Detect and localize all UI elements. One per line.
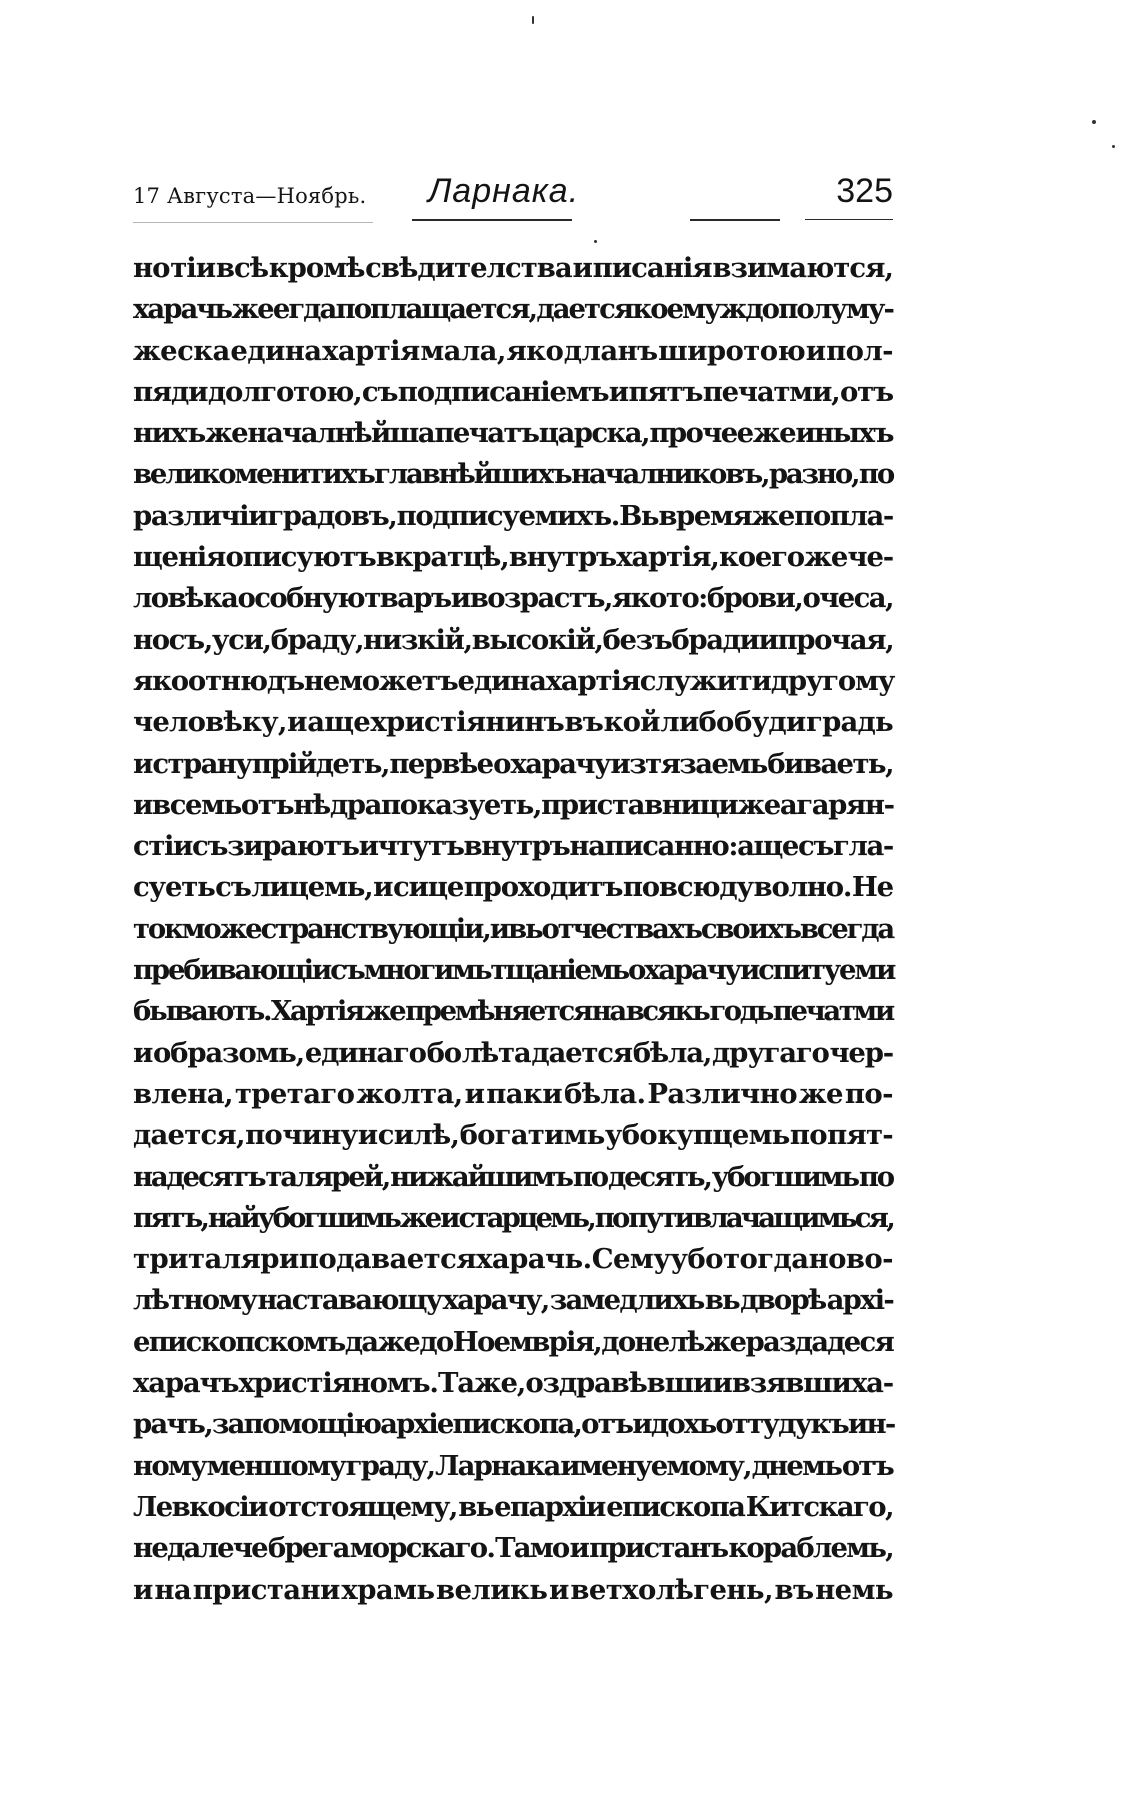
running-header-title: Ларнака. — [428, 172, 580, 210]
header-rule-segment — [412, 219, 572, 221]
margin-speck — [1092, 120, 1096, 124]
margin-speck — [1112, 145, 1115, 148]
text-line: различіи градовъ, подписуемихъ. Вь время же попла- — [133, 499, 893, 532]
header-rule-segment — [690, 219, 780, 221]
text-line: и образомь, единаго бо лѣта дается бѣла, другаго чер- — [133, 1036, 893, 1069]
text-line: пяди долготою, съ подписаніемъ и пятъ печатми, отъ — [133, 375, 893, 408]
text-line: ловѣка особную тваръ и возрастъ, яко то: брови, очеса, — [133, 582, 893, 615]
text-line: три таляри подавается харачь. Сему убо тогда ново- — [133, 1243, 893, 1276]
text-line: стіи съзираютъ и чтутъ внутръ написанно: аще съгла- — [133, 830, 893, 863]
text-line: влена, третаго жолта, и паки бѣла. Различно же по- — [133, 1077, 893, 1110]
text-line: харачъ христіяномъ. Таже, оздравѣвши и взявши ха- — [133, 1367, 893, 1400]
text-line: щенія описуютъ вкратцѣ, внутръ хартія, коего же че- — [133, 541, 893, 574]
text-line: недалече брега морскаго. Тамо и пристанъ кораблемь, — [133, 1532, 893, 1565]
text-line: Левкосіи отстоящему, вь епархіи епископа Китскаго, — [133, 1490, 893, 1523]
text-line: токмо же странствующіи, и вь отчествахъ своихъ всегда — [133, 912, 893, 945]
text-line: человѣку, и аще христіянинъ въ кой либо буди градь — [133, 706, 893, 739]
text-line: и страну прійдеть, первѣе о харачу изтязаемь биваеть, — [133, 747, 893, 780]
running-header — [133, 172, 893, 222]
text-line: но тіи всѣ кромѣ свѣдителства и писанія взимаются, — [133, 252, 893, 284]
text-line: надесятъ талярей, нижайшимъ по десять, убогшимь по — [133, 1160, 893, 1193]
text-line: суеть съ лицемь, и сице проходитъ повсюду волно. Не — [133, 871, 893, 904]
text-line: лѣтному наставающу харачу, замедлихь вь дворѣ архі- — [133, 1284, 893, 1317]
text-line: нихъ же началнѣйша печатъ царска, прочее же иныхъ — [133, 417, 893, 450]
header-rule-segment — [805, 219, 893, 220]
text-line: ному меншому граду, Ларнака именуемому, днемь отъ — [133, 1449, 893, 1482]
text-line: рачъ, за помощію архіепископа, отъидохь оттуду къ ин- — [133, 1408, 895, 1441]
text-line: дается, по чину и силѣ, богатимь убо купцемь по пят- — [133, 1119, 893, 1152]
text-line: харачь же егда поплащается, дается коемуждо полу му- — [133, 293, 893, 326]
running-header-dates: 17 Августа—Ноябрь. — [133, 184, 367, 208]
text-line: бывають. Хартія же премѣняется на всякь годь печатми — [133, 995, 893, 1028]
text-line: великоменитихъ главнѣйшихъ началниковъ, разно, по — [133, 458, 893, 491]
text-line: жеска едина хартія мала, яко дланъ широтою и пол- — [133, 334, 893, 367]
text-line: и на пристани храмь великь и ветхолѣгень, въ немь — [133, 1573, 893, 1606]
text-line: и всемь отъ нѣдра показуеть, приставници же агарян- — [133, 788, 894, 821]
body-text — [133, 248, 893, 1611]
text-line: епископскомъ даже до Ноемврія, донелѣже раздадеся — [133, 1325, 893, 1358]
page-number: 325 — [836, 172, 893, 210]
header-rule-segment — [133, 222, 373, 223]
text-line: пятъ, найубогшимь же и старцемь, по пути влачащимься, — [133, 1201, 893, 1234]
text-line: яко отнюдъ не можетъ едина хартія служити другому — [133, 664, 895, 697]
text-line: носъ, уси, браду, низкій, высокій, безъ бради и прочая, — [133, 623, 894, 656]
margin-speck — [532, 16, 534, 24]
text-line: пребивающіи съ многимь тщаніемь о харачу испитуеми — [133, 954, 895, 987]
margin-speck — [594, 240, 597, 243]
